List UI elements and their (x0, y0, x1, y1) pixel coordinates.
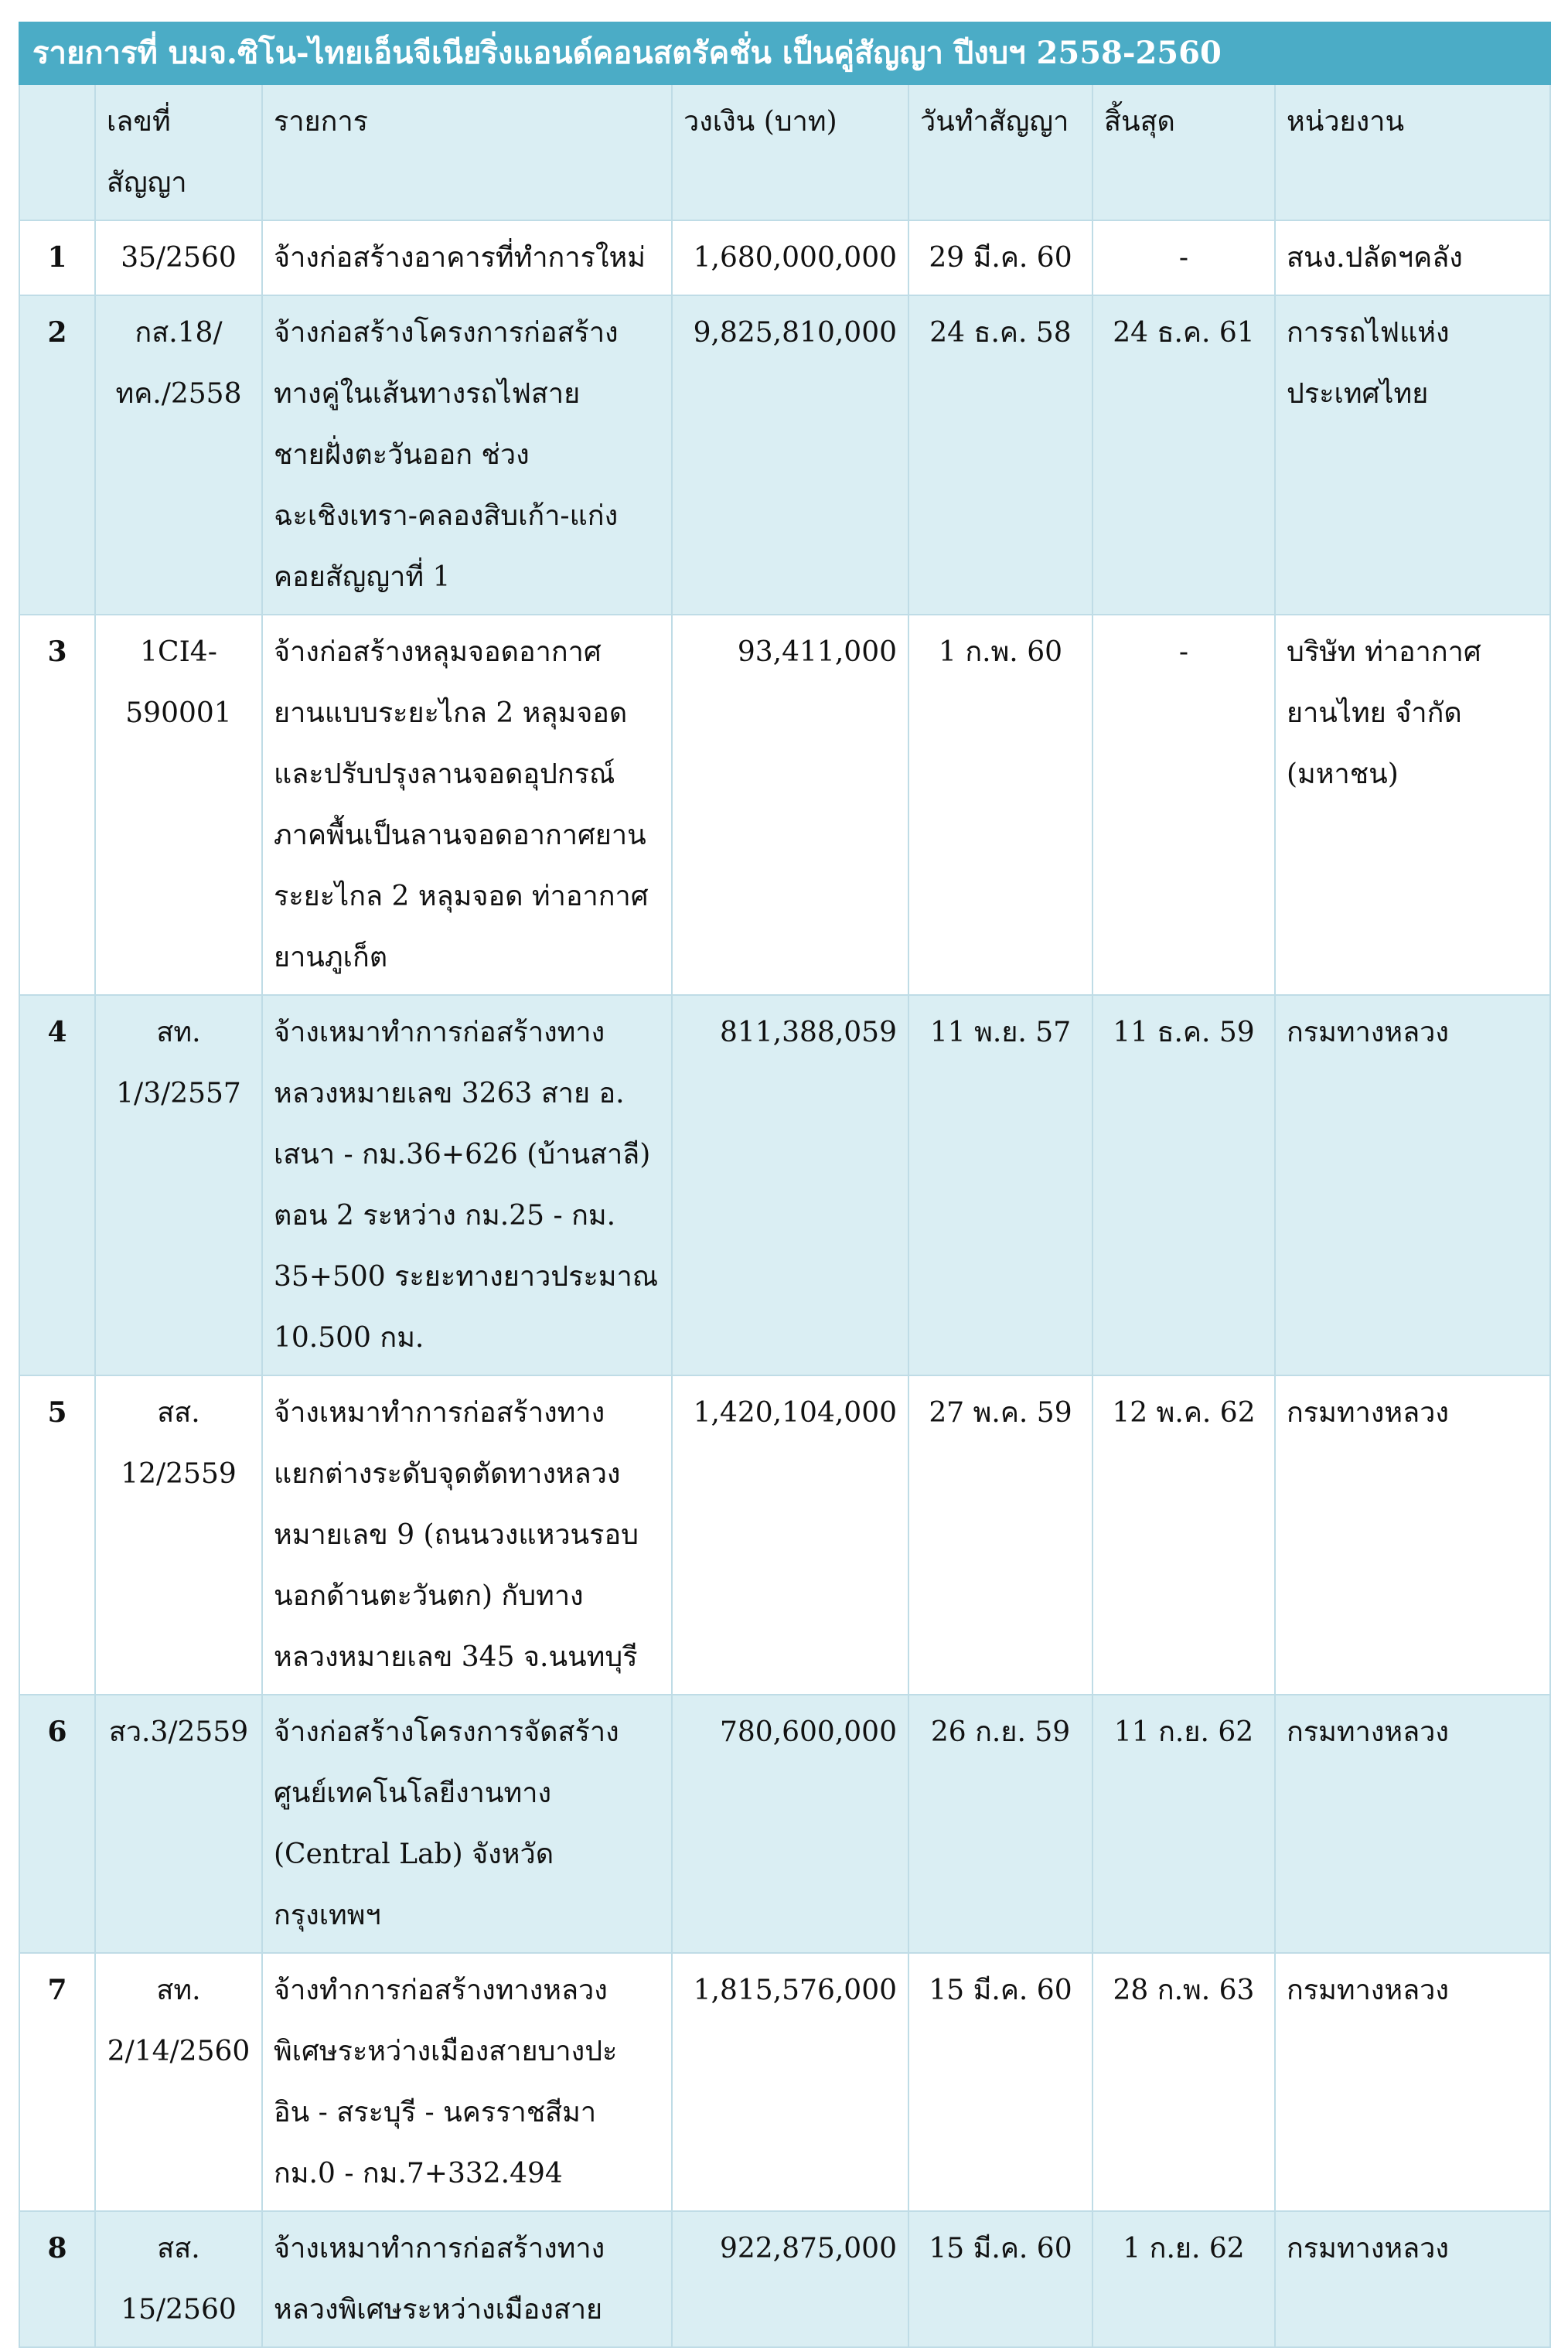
contract-number: 1CI4- 590001 (95, 615, 262, 995)
contract-amount: 93,411,000 (672, 615, 908, 995)
contract-start-date: 27 พ.ค. 59 (908, 1375, 1092, 1695)
contract-end-date: 11 ธ.ค. 59 (1092, 995, 1275, 1375)
table-row (19, 995, 1550, 1375)
row-number: 5 (19, 1375, 95, 1695)
contract-end-date: - (1092, 615, 1275, 995)
table-row (19, 1375, 1550, 1695)
contract-agency: กรมทางหลวง (1275, 2211, 1550, 2347)
contract-number: สว.3/2559 (95, 1695, 262, 1953)
header-agency: หน่วยงาน (1275, 84, 1550, 220)
contract-end-date: 11 ก.ย. 62 (1092, 1695, 1275, 1953)
contract-start-date: 26 ก.ย. 59 (908, 1695, 1092, 1953)
contract-item: จ้างก่อสร้างโครงการจัดสร้าง ศูนย์เทคโนโลยีงานทาง (Central Lab) จังหวัดกรุงเทพฯ (262, 1695, 672, 1953)
row-number: 7 (19, 1953, 95, 2211)
table-row (19, 1953, 1550, 2211)
contract-start-date: 15 มี.ค. 60 (908, 2211, 1092, 2347)
contract-start-date: 11 พ.ย. 57 (908, 995, 1092, 1375)
contract-item: จ้างเหมาทำการก่อสร้างทาง หลวงหมายเลข 3263 สาย อ. เสนา - กม.36+626 (บ้านสาลี) ตอน 2 ระหว่าง กม.25 - กม. 35+500 ระยะทางยาวประมาณ 10.500 กม. (262, 995, 672, 1375)
row-number: 3 (19, 615, 95, 995)
row-number: 8 (19, 2211, 95, 2347)
contract-agency: สนง.ปลัดฯคลัง (1275, 220, 1550, 295)
table-row (19, 220, 1550, 295)
title-row (19, 22, 1550, 84)
contract-end-date: 24 ธ.ค. 61 (1092, 295, 1275, 615)
contract-start-date: 1 ก.พ. 60 (908, 615, 1092, 995)
contract-agency: บริษัท ท่าอากาศ ยานไทย จำกัด (มหาชน) (1275, 615, 1550, 995)
row-number: 6 (19, 1695, 95, 1953)
header-no (19, 84, 95, 220)
row-number: 4 (19, 995, 95, 1375)
table-row (19, 1695, 1550, 1953)
contract-item: จ้างก่อสร้างโครงการก่อสร้าง ทางคู่ในเส้นทางรถไฟสาย ชายฝั่งตะวันออก ช่วง ฉะเชิงเทรา-คลองสิบเก้า-แก่ง คอยสัญญาที่ 1 (262, 295, 672, 615)
contract-amount: 780,600,000 (672, 1695, 908, 1953)
contract-amount: 1,680,000,000 (672, 220, 908, 295)
contract-agency: กรมทางหลวง (1275, 1695, 1550, 1953)
contract-amount: 811,388,059 (672, 995, 908, 1375)
header-row (19, 84, 1550, 220)
contract-item: จ้างเหมาทำการก่อสร้างทาง หลวงพิเศษระหว่างเมืองสาย (262, 2211, 672, 2347)
table-row (19, 615, 1550, 995)
contract-item: จ้างก่อสร้างหลุมจอดอากาศ ยานแบบระยะไกล 2 หลุมจอด และปรับปรุงลานจอดอุปกรณ์ ภาคพื้นเป็นลานจอดอากาศยาน ระยะไกล 2 หลุมจอด ท่าอากาศ ยานภูเก็ต (262, 615, 672, 995)
contract-agency: กรมทางหลวง (1275, 1953, 1550, 2211)
contract-number: สท. 2/14/2560 (95, 1953, 262, 2211)
contract-number: 35/2560 (95, 220, 262, 295)
contract-agency: กรมทางหลวง (1275, 995, 1550, 1375)
contract-start-date: 29 มี.ค. 60 (908, 220, 1092, 295)
header-item: รายการ (262, 84, 672, 220)
row-number: 2 (19, 295, 95, 615)
contract-amount: 9,825,810,000 (672, 295, 908, 615)
row-number: 1 (19, 220, 95, 295)
contract-agency: กรมทางหลวง (1275, 1375, 1550, 1695)
table-row (19, 2211, 1550, 2347)
contracts-table (19, 22, 1551, 2348)
contract-end-date: 12 พ.ค. 62 (1092, 1375, 1275, 1695)
contract-amount: 922,875,000 (672, 2211, 908, 2347)
contract-number: สท. 1/3/2557 (95, 995, 262, 1375)
contract-end-date: - (1092, 220, 1275, 295)
header-start-date: วันทำสัญญา (908, 84, 1092, 220)
header-amount: วงเงิน (บาท) (672, 84, 908, 220)
contract-number: กส.18/ ทค./2558 (95, 295, 262, 615)
contract-amount: 1,420,104,000 (672, 1375, 908, 1695)
table-title: รายการที่ บมจ.ซิโน-ไทยเอ็นจีเนียริ่งแอนด์คอนสตรัคชั่น เป็นคู่สัญญา ปีงบฯ 2558-2560 (19, 22, 1550, 84)
contract-number: สส. 12/2559 (95, 1375, 262, 1695)
contract-end-date: 28 ก.พ. 63 (1092, 1953, 1275, 2211)
contract-start-date: 15 มี.ค. 60 (908, 1953, 1092, 2211)
contract-item: จ้างเหมาทำการก่อสร้างทาง แยกต่างระดับจุดตัดทางหลวง หมายเลข 9 (ถนนวงแหวนรอบ นอกด้านตะวันตก) กับทาง หลวงหมายเลข 345 จ.นนทบุรี (262, 1375, 672, 1695)
contract-start-date: 24 ธ.ค. 58 (908, 295, 1092, 615)
contract-item: จ้างก่อสร้างอาคารที่ทำการใหม่ (262, 220, 672, 295)
header-contract-no: เลขที่ สัญญา (95, 84, 262, 220)
header-end-date: สิ้นสุด (1092, 84, 1275, 220)
table-row (19, 295, 1550, 615)
contract-agency: การรถไฟแห่ง ประเทศไทย (1275, 295, 1550, 615)
contract-amount: 1,815,576,000 (672, 1953, 908, 2211)
contract-number: สส. 15/2560 (95, 2211, 262, 2347)
contract-item: จ้างทำการก่อสร้างทางหลวง พิเศษระหว่างเมืองสายบางปะ อิน - สระบุรี - นครราชสีมา กม.0 - กม.7+332.494 (262, 1953, 672, 2211)
contract-end-date: 1 ก.ย. 62 (1092, 2211, 1275, 2347)
